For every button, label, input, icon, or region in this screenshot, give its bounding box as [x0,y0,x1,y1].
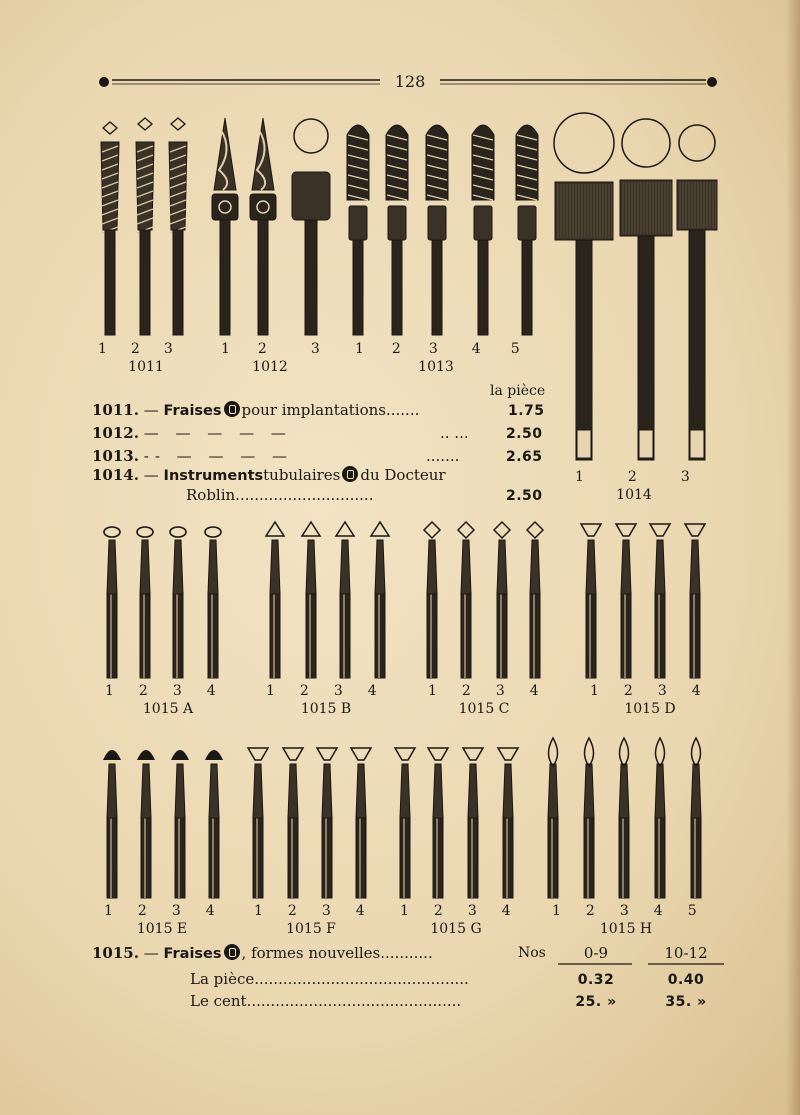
bur-1015-mid-shaft [621,592,631,678]
bur-1015-bot-head [351,748,371,760]
bur-1015-bot-shaft [619,816,629,898]
group-label-1015b: 1015 B [300,701,352,717]
bur-1015-bot-head [463,748,483,760]
bur-1015-bot-shaft [288,816,298,898]
drill-1012-tip [214,118,236,190]
bur-1015-bot-neck [141,764,151,818]
cutter-1013-collar [518,206,536,240]
row-1015: 1015. — Fraises , formes nouvelles........... [92,944,433,962]
bur-1015-bot-shaft [107,816,117,898]
bur-1015-bot-neck [288,764,298,818]
bur-1015-mid-head [137,527,153,537]
group-label-1015e: 1015 E [136,921,188,937]
bur-1015-mid-shaft [173,592,183,678]
bur-1015-bot-neck [503,764,513,818]
bur-1015-mid-shaft [427,592,437,678]
bur-1015-mid-head [581,524,601,536]
bur-1015-bot-shaft [503,816,513,898]
bur-1015-bot-shaft [468,816,478,898]
bur-1015-mid-shaft [340,592,350,678]
cutter-1013-head [472,125,494,200]
bur-1015-mid-head [685,524,705,536]
brand-mark-icon [342,466,358,482]
bur-1015-bot-head [103,750,121,760]
cutter-1013-head [516,125,538,200]
trephine-1012-head [292,172,330,220]
bur-1015-bot-neck [691,764,701,818]
bur-1015-bot-head [428,748,448,760]
tube-1014-shaft [689,230,705,460]
page-number: 128 [394,72,426,91]
bur-1015-mid-neck [306,540,316,594]
bur-1015-mid-neck [497,540,507,594]
bur-1015-bot-head [395,748,415,760]
la-piece-header: la pièce [490,383,546,399]
bur-1015-bot-shaft [584,816,594,898]
group-label-1011: 1011 [128,359,164,375]
bur-1015-mid-neck [530,540,540,594]
bur-1015-mid-shaft [690,592,700,678]
numbers-1011: 1 2 3 [98,341,173,357]
bur-1015-bot-neck [548,764,558,818]
bur-1015-bot-neck [175,764,185,818]
row-1014-cont: Roblin............................. [186,486,374,504]
bur-1015-mid-head [527,522,543,538]
piece-price-10-12: 0.40 [667,972,705,988]
range-10-12: 10-12 [664,944,708,962]
tube-1014-head [620,180,672,236]
numbers-1015f: 1 2 3 4 [254,903,365,919]
bur-1015-mid-neck [173,540,183,594]
drill-1012-shaft [258,220,268,335]
bur-1015-mid-neck [586,540,596,594]
tube-1014-tip [639,430,653,458]
tube-1014-tip [577,430,591,458]
bur-1015-mid-neck [655,540,665,594]
cutter-1013-head [386,125,408,200]
cutter-1013-shaft [478,240,488,335]
bur-1015-bot-head [137,750,155,760]
bur-1015-mid-shaft [270,592,280,678]
bur-1015-mid-shaft [306,592,316,678]
cutter-1013-shaft [353,240,363,335]
bur-1015-bot-shaft [253,816,263,898]
bur-1015-mid-neck [375,540,385,594]
row-1013-dots: ....... [426,447,460,465]
group-label-1015c: 1015 C [458,701,510,717]
bur-1015-mid-shaft [107,592,117,678]
group-label-1015f: 1015 F [286,921,336,937]
bur-1015-mid-head [266,522,284,536]
bur-1015-bot-neck [209,764,219,818]
bur-1015-mid-head [371,522,389,536]
cutter-1013-shaft [522,240,532,335]
bur-1015-mid-head [424,522,440,538]
row-1011: 1011. — Fraises pour implantations....... [92,401,420,419]
bur-1015-mid-neck [690,540,700,594]
cent-price-0-9: 25. » [575,994,617,1010]
bur-1015-bot-head [248,748,268,760]
bur-1015-mid-neck [270,540,280,594]
bur-1015-bot-shaft [655,816,665,898]
bur-1015-bot-head [205,750,223,760]
tube-1014-end-view [554,113,614,173]
trephine-1012-shaft [305,220,317,335]
drill-1012-collar [250,194,276,220]
bur-1015-mid-shaft [586,592,596,678]
ornament-right-icon [707,77,717,87]
bur-1015-mid-shaft [655,592,665,678]
drill-1012-tip [252,118,274,190]
bur-1015-bot-head [620,738,629,766]
bur-1015-mid-head [336,522,354,536]
bur-1015-mid-neck [621,540,631,594]
cutter-1013-head [347,125,369,200]
group-label-1015h: 1015 H [599,921,653,937]
bur-1011-top-icon [103,122,117,134]
bur-1011-top-icon [171,118,185,130]
numbers-1015b: 1 2 3 4 [266,683,377,699]
bur-1015-bot-neck [107,764,117,818]
bur-1015-bot-shaft [433,816,443,898]
bur-1015-bot-shaft [209,816,219,898]
numbers-1015d: 1 2 3 4 [590,683,701,699]
bur-1015-bot-shaft [548,816,558,898]
bur-1015-bot-shaft [175,816,185,898]
price-1011: 1.75 [508,403,545,419]
group-label-1015a: 1015 A [142,701,194,717]
bur-1015-bot-head [692,738,701,766]
price-1014: 2.50 [506,488,543,504]
bur-1015-mid-head [302,522,320,536]
numbers-1012: 1 2 3 [221,341,320,357]
brand-mark-icon [224,944,240,960]
range-0-9: 0-9 [583,944,609,962]
bur-1011-shaft [105,230,115,335]
bur-1015-mid-head [458,522,474,538]
bur-1015-mid-neck [427,540,437,594]
bur-1015-bot-neck [468,764,478,818]
group-label-1015d: 1015 D [624,701,676,717]
bur-1015-bot-neck [253,764,263,818]
row-1013: 1013. -- — — — — [92,447,293,465]
ornament-left-icon [99,77,109,87]
cutter-1013-collar [428,206,446,240]
tube-1014-end-view [679,125,715,161]
group-label-1013: 1013 [418,359,454,375]
bur-1015-bot-neck [619,764,629,818]
bur-1015-mid-shaft [375,592,385,678]
bur-1015-bot-head [283,748,303,760]
bur-1015-bot-neck [584,764,594,818]
price-1012: 2.50 [506,426,543,442]
tube-1014-end-view [622,119,670,167]
bur-1015-mid-shaft [140,592,150,678]
row-1014: 1014. — Instrumentstubulaires du Docteur [92,466,446,484]
cutter-1013-collar [474,206,492,240]
cutter-1013-shaft [392,240,402,335]
bur-1015-mid-shaft [208,592,218,678]
bur-1015-bot-shaft [322,816,332,898]
cutter-1013-shaft [432,240,442,335]
tube-1014-shaft [576,240,592,460]
bur-1015-bot-head [585,738,594,766]
bur-1015-mid-neck [340,540,350,594]
bur-1015-mid-head [650,524,670,536]
bur-1011-shaft [140,230,150,335]
numbers-1014: 1 2 3 [575,469,690,485]
tube-1014-tip [690,430,704,458]
bur-1011-top-icon [138,118,152,130]
bur-1015-bot-shaft [356,816,366,898]
bur-1015-bot-head [317,748,337,760]
numbers-1015a: 1 2 3 4 [105,683,216,699]
bur-1015-mid-head [205,527,221,537]
bur-1015-bot-shaft [691,816,701,898]
group-label-1015g: 1015 G [430,921,482,937]
bur-1015-bot-neck [356,764,366,818]
bur-1015-mid-neck [107,540,117,594]
piece-price-0-9: 0.32 [577,972,615,988]
bur-1015-mid-neck [461,540,471,594]
cent-price-10-12: 35. » [665,994,707,1010]
bur-1015-mid-shaft [530,592,540,678]
cutter-1013-collar [388,206,406,240]
price-1013: 2.65 [506,449,543,465]
drill-1012-shaft [220,220,230,335]
bur-1015-mid-neck [208,540,218,594]
la-piece-label: La pièce............................................. [190,970,469,988]
bur-1015-bot-shaft [400,816,410,898]
numbers-1015c: 1 2 3 4 [428,683,539,699]
row-1012: 1012. — — — — — [92,424,292,442]
bur-1015-bot-head [549,738,558,766]
cutter-1013-head [426,125,448,200]
bur-1015-bot-neck [400,764,410,818]
cutter-1013-collar [349,206,367,240]
bur-1015-mid-head [616,524,636,536]
bur-1015-mid-shaft [461,592,471,678]
group-label-1014: 1014 [616,487,652,503]
numbers-1015h: 1 2 3 4 5 [552,903,697,919]
bur-1015-bot-head [498,748,518,760]
drill-1012-collar [212,194,238,220]
bur-1015-mid-shaft [497,592,507,678]
bur-1015-mid-neck [140,540,150,594]
bur-1015-mid-head [104,527,120,537]
numbers-1015g: 1 2 3 4 [400,903,511,919]
group-label-1012: 1012 [252,359,288,375]
bur-1015-bot-neck [433,764,443,818]
tube-1014-shaft [638,236,654,460]
drill-1012-end-view [294,119,328,153]
bur-1015-mid-head [494,522,510,538]
bur-1015-bot-shaft [141,816,151,898]
row-1012-dots: .. ... [440,424,469,442]
nos-label: Nos [518,945,546,961]
bur-1015-bot-neck [322,764,332,818]
bur-1011-shaft [173,230,183,335]
bur-1015-mid-head [170,527,186,537]
le-cent-label: Le cent............................................. [190,992,462,1010]
numbers-1015e: 1 2 3 4 [104,903,215,919]
bur-1015-bot-head [656,738,665,766]
brand-mark-icon [224,401,240,417]
numbers-1013: 1 2 3 4 5 [355,341,520,357]
bur-1015-bot-neck [655,764,665,818]
bur-1015-bot-head [171,750,189,760]
